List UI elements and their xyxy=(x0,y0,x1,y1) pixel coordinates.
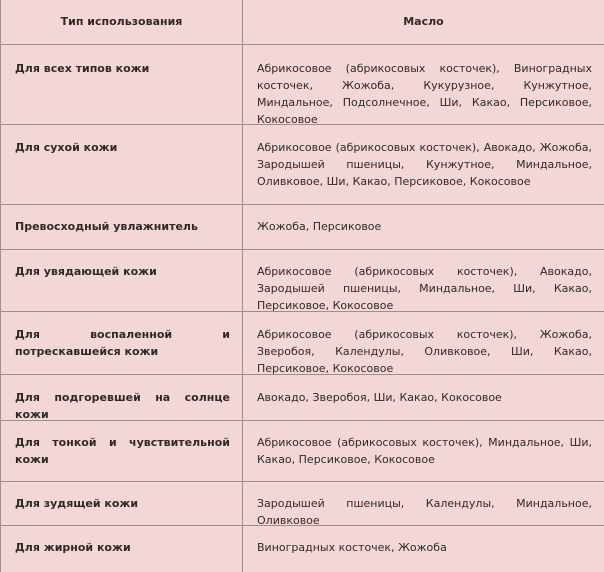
table-row xyxy=(1,250,604,312)
usage-type-cell: Превосходный увлажнитель xyxy=(1,205,243,249)
usage-type-cell: Для воспаленной и потрескавшейся кожи xyxy=(1,312,243,374)
oils-cell: Абрикосовое (абрикосовых косточек), Авокадо, Зародышей пшеницы, Миндальное, Ши, Какао, Персиковое, Кокосовое xyxy=(257,265,592,312)
table-row xyxy=(1,421,604,482)
table-header-row xyxy=(1,0,604,45)
oils-cell: Абрикосовое (абрикосовых косточек), Миндальное, Ши, Какао, Персиковое, Кокосовое xyxy=(257,436,592,466)
usage-type-cell: Для всех типов кожи xyxy=(1,45,243,124)
table-row xyxy=(1,125,604,205)
usage-type-cell: Для увядающей кожи xyxy=(1,250,243,311)
oils-cell: Виноградных косточек, Жожоба xyxy=(257,541,447,554)
oils-cell: Абрикосовое (абрикосовых косточек), Авокадо, Жожоба, Зародышей пшеницы, Кунжутное, Миндальное, Оливковое, Ши, Какао, Персиковое, Кокосовое xyxy=(257,141,592,188)
oils-cell: Жожоба, Персиковое xyxy=(257,220,382,233)
table-row xyxy=(1,375,604,421)
table-row xyxy=(1,205,604,250)
table-row xyxy=(1,312,604,375)
table-row xyxy=(1,482,604,526)
oils-cell: Абрикосовое (абрикосовых косточек), Виноградных косточек, Жожоба, Кукурузное, Кунжутное, Миндальное, Подсолнечное, Ши, Какао, Персиковое, Кокосовое xyxy=(257,62,592,126)
oils-cell: Авокадо, Зверобоя, Ши, Какао, Кокосовое xyxy=(257,391,502,404)
header-oil: Масло xyxy=(403,15,444,28)
usage-type-cell: Для сухой кожи xyxy=(1,125,243,204)
oils-cell: Зародышей пшеницы, Календулы, Миндальное, Оливковое xyxy=(257,497,592,527)
usage-type-cell: Для жирной кожи xyxy=(1,526,243,572)
oils-cell: Абрикосовое (абрикосовых косточек), Жожоба, Зверобоя, Календулы, Оливковое, Ши, Какао, Персиковое, Кокосовое xyxy=(257,328,592,375)
usage-type-cell: Для тонкой и чувствительной кожи xyxy=(1,421,243,481)
table-row xyxy=(1,45,604,125)
usage-type-cell: Для подгоревшей на солнце кожи xyxy=(1,375,243,420)
header-usage-type: Тип использования xyxy=(1,0,243,44)
table-row xyxy=(1,526,604,572)
usage-type-cell: Для зудящей кожи xyxy=(1,482,243,525)
